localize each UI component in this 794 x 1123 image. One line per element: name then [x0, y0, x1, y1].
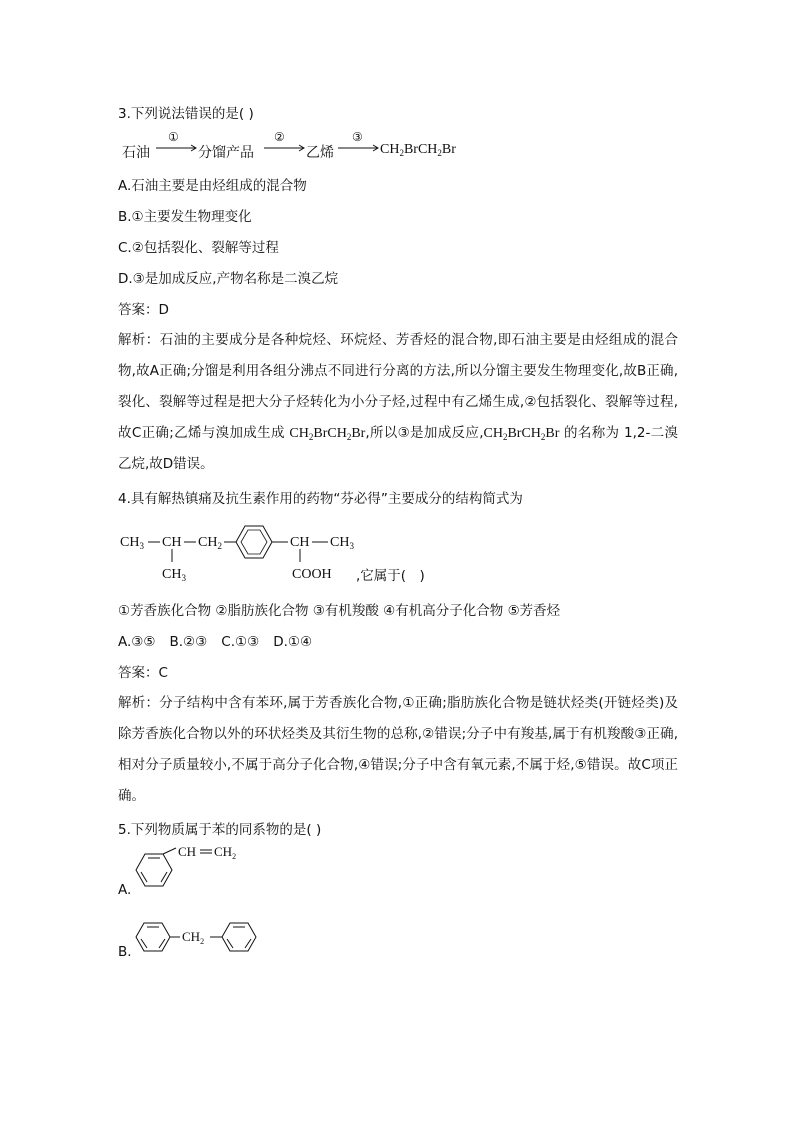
q4-option-c: C.①③	[221, 634, 260, 650]
benzene-ring	[136, 923, 170, 951]
styrene-structure	[128, 846, 268, 894]
scheme-step-3: ③	[352, 130, 363, 144]
benzene-ring	[136, 854, 172, 886]
scheme-petroleum: 石油	[122, 145, 150, 161]
q3-option-a: A.石油主要是由烃组成的混合物	[118, 178, 307, 194]
q5-stem: 5.下列物质属于苯的同系物的是( )	[118, 822, 322, 838]
struct-ch3-right: $CH_3$	[330, 535, 354, 551]
benzene-ring	[222, 923, 256, 951]
q4-analysis: 解析：分子结构中含有苯环,属于芳香族化合物,①正确;脂肪族化合物是链状烃类(开链烃类)及除芳香族化合物以外的环状烃类及其衍生物的总称,②错误;分子中有羧基,属于有机羧酸③正确,相对分子质量较小,不属于高分子化合物,④错误;分子中含有氧元素,不属于烃,⑤错误。故C项正确。	[118, 695, 678, 804]
arrow-icon	[156, 144, 198, 152]
arrow-icon	[338, 144, 380, 152]
scheme-distillate: 分馏产品	[198, 145, 254, 161]
q3-option-c: C.②包括裂化、裂解等过程	[118, 240, 279, 256]
struct-ch3-branch: $CH_3$	[162, 567, 186, 583]
struct-ch3-left: $CH_3$	[120, 535, 144, 551]
q3-option-d: D.③是加成反应,产物名称是二溴乙烷	[118, 271, 339, 287]
q3-answer: 答案：D	[118, 302, 169, 318]
benzene-ring	[236, 526, 272, 558]
scheme-ethylene: 乙烯	[306, 145, 334, 161]
q4-belongs: ,它属于( )	[356, 568, 425, 584]
q3-analysis: 解析：石油的主要成分是各种烷烃、环烷烃、芳香烃的混合物,即石油主要是由烃组成的混合物,故A正确;分馏是利用各组分沸点不同进行分离的方法,所以分馏主要发生物理变化,故B正确,裂化、裂解等过程是把大分子烃转化为小分子烃,过程中有乙烯生成,②包括裂化、裂解等过程,故C正确;乙烯与溴加成生成 $CH_2BrCH_2Br$,所以③是加成反应$,CH_2BrCH_2Br$ 的名称为 1,2-二溴乙烷,故D错误。	[118, 332, 679, 472]
q3-stem: 3.下列说法错误的是( )	[118, 106, 254, 122]
struct-ch: CH	[162, 535, 182, 550]
diphenylmethane-structure	[128, 916, 278, 958]
scheme-step-2: ②	[274, 130, 285, 144]
q4-option-b: B.②③	[169, 634, 208, 650]
styrene-ch: CH	[178, 844, 197, 859]
q4-options	[118, 634, 312, 650]
scheme-step-1: ①	[168, 130, 179, 144]
struct-ch2: $CH_2$	[198, 535, 222, 551]
struct-cooh: COOH	[292, 567, 332, 582]
q3-reaction-scheme	[118, 130, 538, 162]
styrene-ch2: $CH_2$	[214, 844, 237, 861]
bridge-ch2: $CH_2$	[182, 929, 205, 946]
q4-answer: 答案：C	[118, 665, 168, 681]
q4-stem: 4.具有解热镇痛及抗生素作用的药物“芬必得”主要成分的结构简式为	[118, 491, 523, 507]
q4-option-d: D.①④	[273, 634, 313, 650]
q5-option-b-label: B.	[118, 944, 132, 960]
q4-choices: ①芳香族化合物 ②脂肪族化合物 ③有机羧酸 ④有机高分子化合物 ⑤芳香烃	[118, 603, 561, 619]
q5-option-a-label: A.	[118, 882, 132, 898]
scheme-product: $CH_2BrCH_2Br$	[380, 142, 456, 158]
struct-ch-right: CH	[290, 535, 310, 550]
q4-option-a: A.③⑤	[118, 634, 156, 650]
q3-option-b: B.①主要发生物理变化	[118, 209, 252, 225]
arrow-icon	[264, 144, 306, 152]
